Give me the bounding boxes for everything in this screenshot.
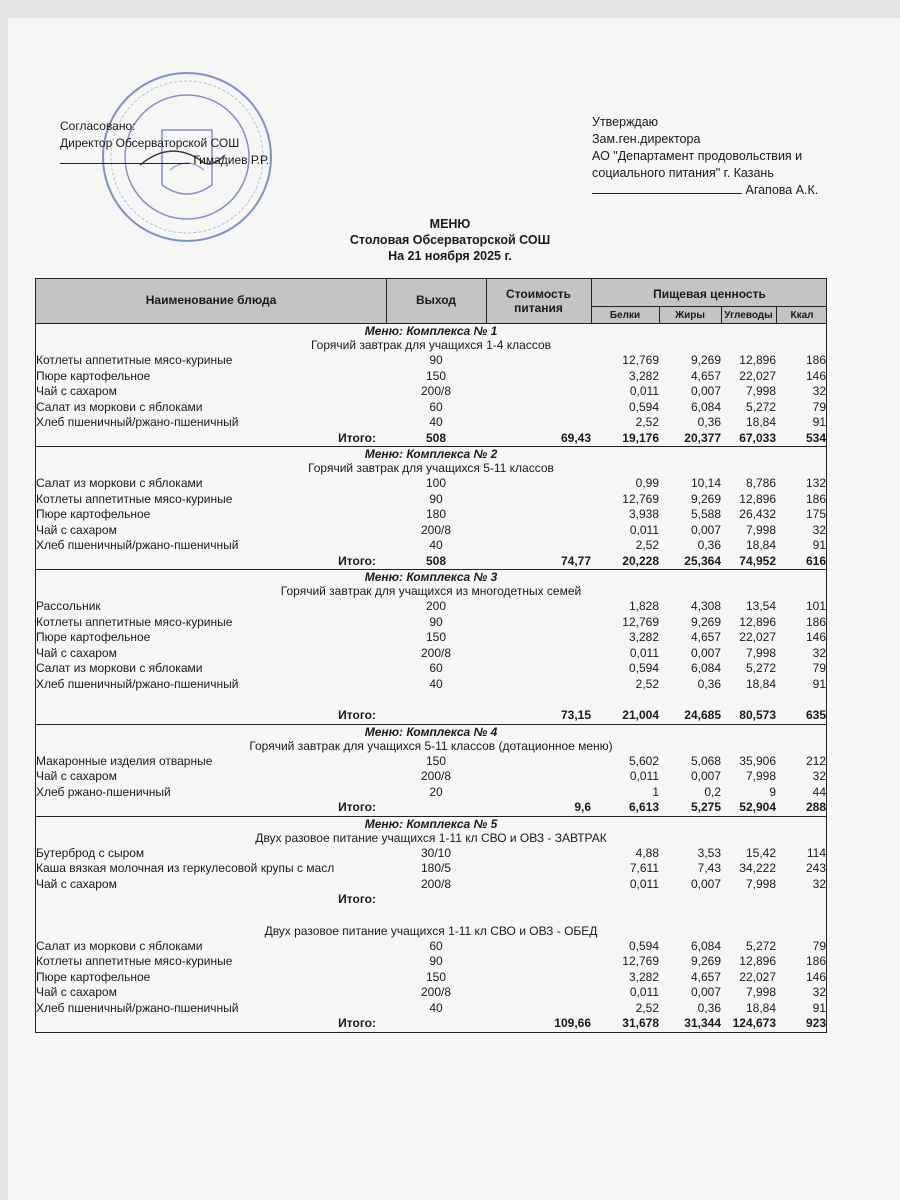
total-proteins: 6,613 [628, 800, 659, 814]
table-row [36, 507, 826, 523]
total-row [36, 708, 826, 724]
header-output: Выход [415, 293, 457, 307]
total-label: Итого: [338, 1016, 376, 1030]
dish-fats: 0,007 [690, 522, 721, 537]
dish-fats: 0,007 [690, 876, 721, 891]
total-cost: 74,77 [560, 553, 591, 568]
dish-kcal: 32 [812, 876, 826, 891]
dish-name: Котлеты аппетитные мясо-куриные [36, 491, 233, 506]
dish-name: Салат из моркови с яблоками [36, 661, 203, 675]
table-row [36, 492, 826, 508]
complex-subtitle: Двух разовое питание учащихся 1-11 кл СВО и ОВЗ - ЗАВТРАК [255, 830, 607, 845]
dish-carbs: 12,896 [739, 491, 776, 506]
dish-carbs: 35,906 [739, 753, 776, 768]
table-row [36, 1001, 826, 1017]
title-line2: Столовая Обсерваторской СОШ [349, 233, 551, 247]
dish-name: Салат из моркови с яблоками [36, 476, 203, 490]
dish-fats: 9,269 [690, 491, 721, 506]
dish-kcal: 79 [812, 938, 826, 953]
dish-kcal: 146 [805, 368, 826, 383]
dish-name: Котлеты аппетитные мясо-куриные [36, 353, 233, 367]
dish-proteins: 2,52 [635, 538, 659, 552]
dish-output: 40 [429, 538, 443, 552]
dish-carbs: 7,998 [745, 769, 776, 783]
dish-name: Пюре картофельное [36, 969, 151, 984]
total-label: Итого: [338, 800, 376, 814]
header-kcal: Ккал [790, 310, 814, 321]
table-row [36, 785, 826, 801]
complex-title: Меню: Комплекса № 5 [364, 816, 498, 831]
complex-2 [35, 447, 827, 570]
approval-right-line2: Зам.ген.директора [592, 132, 701, 146]
dish-name: Котлеты аппетитные мясо-куриные [36, 614, 233, 629]
table-header [35, 278, 827, 324]
dish-kcal: 186 [805, 491, 826, 506]
dish-output: 40 [429, 676, 443, 691]
dish-kcal: 91 [812, 538, 826, 552]
dish-output: 200/8 [420, 522, 452, 537]
dish-fats: 6,084 [690, 938, 721, 953]
dish-kcal: 243 [805, 861, 826, 875]
complex-title: Меню: Комплекса № 2 [364, 447, 498, 461]
total-output: 508 [425, 430, 447, 445]
dish-output: 60 [429, 661, 443, 675]
dish-kcal: 132 [805, 476, 826, 490]
dish-output: 150 [425, 969, 447, 984]
dish-proteins: 3,282 [628, 630, 659, 644]
document-title [0, 216, 900, 264]
dish-name: Чай с сахаром [36, 769, 117, 783]
table-row [36, 677, 826, 693]
total-row [36, 800, 826, 816]
dish-fats: 6,084 [690, 661, 721, 675]
complex-subtitle: Двух разовое питание учащихся 1-11 кл СВО и ОВЗ - ОБЕД [264, 923, 598, 938]
dish-name: Салат из моркови с яблоками [36, 938, 203, 953]
dish-proteins: 0,011 [629, 522, 659, 537]
dish-fats: 0,36 [697, 676, 721, 691]
total-carbs: 124,673 [732, 1016, 776, 1030]
dish-fats: 5,588 [690, 507, 721, 521]
table-row [36, 769, 826, 785]
complex-title: Меню: Комплекса № 4 [364, 724, 498, 739]
dish-fats: 6,084 [690, 399, 721, 414]
dish-carbs: 5,272 [745, 938, 776, 953]
dish-carbs: 12,896 [739, 353, 776, 367]
dish-name: Пюре картофельное [36, 507, 151, 521]
dish-proteins: 0,594 [628, 938, 659, 953]
complex-subtitle: Горячий завтрак для учащихся из многодетных семей [280, 584, 582, 598]
total-label: Итого: [338, 430, 376, 445]
dish-proteins: 0,011 [629, 876, 659, 891]
dish-output: 200 [425, 599, 447, 613]
dish-kcal: 186 [805, 614, 826, 629]
dish-output: 90 [429, 491, 443, 506]
table-row [36, 939, 826, 955]
table-row [36, 538, 826, 554]
table-row [36, 523, 826, 539]
dish-carbs: 18,84 [745, 538, 776, 552]
dish-proteins: 2,52 [635, 415, 659, 429]
dish-fats: 0,36 [697, 415, 721, 429]
dish-fats: 5,068 [690, 753, 721, 768]
table-row [36, 476, 826, 492]
dish-carbs: 26,432 [739, 507, 776, 521]
table-row [36, 599, 826, 615]
approval-right-line3: АО "Департамент продовольствия и [592, 149, 803, 163]
dish-output: 200/8 [420, 645, 452, 660]
dish-proteins: 7,611 [629, 861, 659, 875]
complex-subtitle: Горячий завтрак для учащихся 5-11 классов (дотационное меню) [249, 738, 613, 753]
dish-carbs: 18,84 [745, 415, 776, 429]
dish-kcal: 32 [812, 522, 826, 537]
total-cost: 109,66 [554, 1016, 591, 1030]
dish-carbs: 22,027 [739, 969, 776, 984]
table-row [36, 369, 826, 385]
dish-name: Пюре картофельное [36, 630, 151, 644]
dish-proteins: 3,282 [628, 969, 659, 984]
total-row [36, 431, 826, 447]
dish-proteins: 0,594 [628, 399, 659, 414]
header-proteins: Белки [609, 310, 641, 321]
dish-output: 90 [429, 353, 443, 367]
dish-proteins: 0,594 [628, 661, 659, 675]
total-fats: 5,275 [690, 800, 721, 814]
dish-output: 200/8 [420, 384, 452, 398]
dish-kcal: 175 [805, 507, 826, 521]
dish-fats: 9,269 [690, 954, 721, 968]
total-proteins: 20,228 [622, 553, 659, 568]
dish-kcal: 186 [805, 954, 826, 968]
dish-output: 40 [429, 415, 443, 429]
dish-output: 150 [425, 753, 447, 768]
dish-proteins: 0,011 [629, 769, 659, 783]
dish-output: 60 [429, 938, 443, 953]
approval-left-name: Гимадиев Р.Р. [193, 153, 270, 167]
dish-name: Хлеб пшеничный/ржано-пшеничный [36, 676, 239, 691]
total-label: Итого: [338, 553, 376, 568]
dish-carbs: 15,42 [745, 845, 776, 860]
dish-output: 180 [425, 507, 447, 521]
dish-carbs: 7,998 [745, 985, 776, 999]
dish-kcal: 32 [812, 384, 826, 398]
dish-proteins: 2,52 [635, 1000, 659, 1015]
dish-proteins: 4,88 [635, 845, 659, 860]
dish-kcal: 101 [805, 599, 826, 613]
total-kcal: 616 [805, 553, 826, 568]
dish-proteins: 0,011 [629, 985, 659, 999]
dish-name: Хлеб ржано-пшеничный [36, 784, 171, 799]
dish-kcal: 212 [805, 753, 826, 768]
table-row [36, 877, 826, 893]
dish-name: Чай с сахаром [36, 985, 117, 999]
dish-carbs: 22,027 [739, 368, 776, 383]
total-proteins: 31,678 [622, 1016, 659, 1030]
dish-output: 180/5 [420, 861, 452, 875]
header-nutrition: Пищевая ценность [653, 287, 766, 301]
total-proteins: 19,176 [622, 430, 659, 445]
dish-fats: 4,308 [690, 599, 721, 613]
dish-kcal: 114 [806, 845, 826, 860]
dish-kcal: 32 [812, 985, 826, 999]
dish-kcal: 32 [812, 645, 826, 660]
dish-output: 150 [425, 368, 447, 383]
dish-name: Хлеб пшеничный/ржано-пшеничный [36, 1000, 239, 1015]
dish-proteins: 1,828 [628, 599, 659, 613]
dish-proteins: 12,769 [622, 614, 659, 629]
dish-proteins: 2,52 [635, 676, 659, 691]
dish-proteins: 1 [652, 784, 659, 799]
header-carbs: Углеводы [724, 310, 773, 321]
table-row [36, 754, 826, 770]
dish-fats: 9,269 [690, 614, 721, 629]
dish-proteins: 12,769 [622, 353, 659, 367]
dish-fats: 0,007 [690, 985, 721, 999]
total-output: 508 [425, 553, 447, 568]
dish-fats: 0,2 [704, 784, 721, 799]
dish-carbs: 18,84 [745, 1000, 776, 1015]
dish-output: 200/8 [420, 769, 452, 783]
total-kcal: 635 [805, 708, 826, 722]
complex-5 [35, 817, 827, 1033]
approval-left-line2: Директор Обсерваторской СОШ [60, 136, 240, 150]
total-kcal: 534 [805, 430, 826, 445]
dish-name: Чай с сахаром [36, 522, 117, 537]
dish-carbs: 34,222 [739, 861, 776, 875]
table-row [36, 384, 826, 400]
dish-fats: 4,657 [690, 969, 721, 984]
table-row [36, 861, 826, 877]
dish-kcal: 91 [812, 1000, 826, 1015]
dish-fats: 9,269 [690, 353, 721, 367]
total-kcal: 923 [805, 1016, 826, 1030]
dish-carbs: 13,54 [745, 599, 776, 613]
total-carbs: 74,952 [739, 553, 776, 568]
dish-fats: 3,53 [697, 845, 721, 860]
dish-carbs: 5,272 [745, 661, 776, 675]
complex-3 [35, 570, 827, 725]
dish-name: Салат из моркови с яблоками [36, 399, 203, 414]
dish-kcal: 91 [812, 415, 826, 429]
complex-subtitle: Горячий завтрак для учащихся 1-4 классов [310, 338, 552, 352]
dish-kcal: 44 [812, 784, 826, 799]
complex-title: Меню: Комплекса № 3 [364, 570, 498, 584]
total-carbs: 80,573 [739, 708, 776, 722]
dish-carbs: 7,998 [745, 876, 776, 891]
dish-name: Чай с сахаром [36, 384, 117, 398]
total-proteins: 21,004 [622, 708, 659, 722]
dish-name: Пюре картофельное [36, 368, 151, 383]
dish-carbs: 5,272 [745, 399, 776, 414]
total-cost: 73,15 [560, 708, 591, 722]
complex-title: Меню: Комплекса № 1 [364, 324, 498, 338]
table-row [36, 954, 826, 970]
approval-left [60, 118, 269, 169]
table-row [36, 985, 826, 1001]
dish-proteins: 12,769 [622, 491, 659, 506]
dish-carbs: 22,027 [739, 630, 776, 644]
dish-output: 90 [429, 954, 443, 968]
total-row [36, 892, 826, 908]
dish-kcal: 146 [805, 630, 826, 644]
dish-fats: 0,007 [690, 645, 721, 660]
total-carbs: 52,904 [739, 800, 776, 814]
table-row [36, 630, 826, 646]
total-fats: 24,685 [684, 708, 721, 722]
dish-name: Рассольник [36, 599, 101, 613]
dish-kcal: 79 [812, 661, 826, 675]
dish-proteins: 5,602 [628, 753, 659, 768]
dish-kcal: 91 [812, 676, 826, 691]
approval-right-line1: Утверждаю [592, 115, 659, 129]
dish-fats: 0,36 [697, 538, 721, 552]
dish-fats: 0,007 [690, 384, 721, 398]
dish-name: Хлеб пшеничный/ржано-пшеничный [36, 538, 239, 552]
dish-proteins: 0,011 [629, 384, 659, 398]
dish-carbs: 8,786 [745, 476, 776, 490]
table-row [36, 400, 826, 416]
total-kcal: 288 [805, 800, 826, 814]
dish-carbs: 7,998 [745, 522, 776, 537]
total-fats: 20,377 [684, 430, 721, 445]
dish-kcal: 146 [805, 969, 826, 984]
total-carbs: 67,033 [739, 430, 776, 445]
approval-right [592, 114, 818, 199]
dish-proteins: 3,938 [628, 507, 659, 521]
complex-1 [35, 324, 827, 447]
dish-fats: 0,36 [697, 1000, 721, 1015]
dish-carbs: 12,896 [739, 614, 776, 629]
title-line3: На 21 ноября 2025 г. [388, 249, 512, 263]
complex-subtitle: Горячий завтрак для учащихся 5-11 классов [308, 461, 554, 475]
dish-fats: 0,007 [690, 769, 721, 783]
header-cost: Стоимость питания [506, 287, 571, 315]
dish-carbs: 12,896 [739, 954, 776, 968]
dish-carbs: 18,84 [745, 676, 776, 691]
title-line1: МЕНЮ [429, 217, 471, 231]
total-label: Итого: [338, 708, 376, 722]
dish-name: Котлеты аппетитные мясо-куриные [36, 954, 233, 968]
dish-output: 60 [429, 399, 443, 414]
dish-name: Хлеб пшеничный/ржано-пшеничный [36, 415, 239, 429]
dish-fats: 7,43 [697, 861, 721, 875]
dish-output: 150 [425, 630, 447, 644]
dish-fats: 10,14 [690, 476, 721, 490]
table-row [36, 353, 826, 369]
total-row [36, 1016, 826, 1032]
menu-table [35, 278, 827, 1033]
dish-kcal: 32 [812, 769, 826, 783]
table-row [36, 646, 826, 662]
total-label: Итого: [338, 892, 376, 906]
dish-proteins: 0,99 [635, 476, 659, 490]
dish-name: Каша вязкая молочная из геркулесовой крупы с масл [36, 861, 335, 875]
approval-left-line1: Согласовано: [60, 119, 136, 133]
approval-right-line4: социального питания" г. Казань [592, 166, 774, 180]
dish-name: Чай с сахаром [36, 645, 117, 660]
dish-fats: 4,657 [690, 368, 721, 383]
header-name: Наименование блюда [145, 293, 277, 307]
total-fats: 25,364 [684, 553, 721, 568]
total-fats: 31,344 [684, 1016, 721, 1030]
approval-right-name: Агапова А.К. [745, 183, 819, 197]
dish-carbs: 9 [769, 784, 776, 799]
dish-carbs: 7,998 [745, 645, 776, 660]
dish-kcal: 79 [812, 399, 826, 414]
dish-name: Бутерброд с сыром [36, 845, 145, 860]
header-fats: Жиры [675, 310, 705, 321]
dish-output: 30/10 [420, 845, 452, 860]
dish-output: 90 [429, 614, 443, 629]
total-cost: 9,6 [574, 800, 591, 814]
table-row [36, 615, 826, 631]
dish-output: 20 [429, 784, 443, 799]
total-row [36, 554, 826, 570]
complex-4 [35, 725, 827, 817]
dish-name: Макаронные изделия отварные [36, 753, 213, 768]
table-row [36, 846, 826, 862]
dish-fats: 4,657 [690, 630, 721, 644]
table-row [36, 415, 826, 431]
dish-output: 40 [429, 1000, 443, 1015]
table-row [36, 970, 826, 986]
dish-name: Чай с сахаром [36, 876, 117, 891]
total-cost: 69,43 [560, 430, 591, 445]
dish-output: 100 [425, 476, 447, 490]
dish-proteins: 12,769 [622, 954, 659, 968]
dish-kcal: 186 [805, 353, 826, 367]
dish-proteins: 3,282 [628, 368, 659, 383]
dish-output: 200/8 [420, 985, 452, 999]
dish-proteins: 0,011 [629, 645, 659, 660]
dish-carbs: 7,998 [745, 384, 776, 398]
dish-output: 200/8 [420, 876, 452, 891]
table-row [36, 661, 826, 677]
